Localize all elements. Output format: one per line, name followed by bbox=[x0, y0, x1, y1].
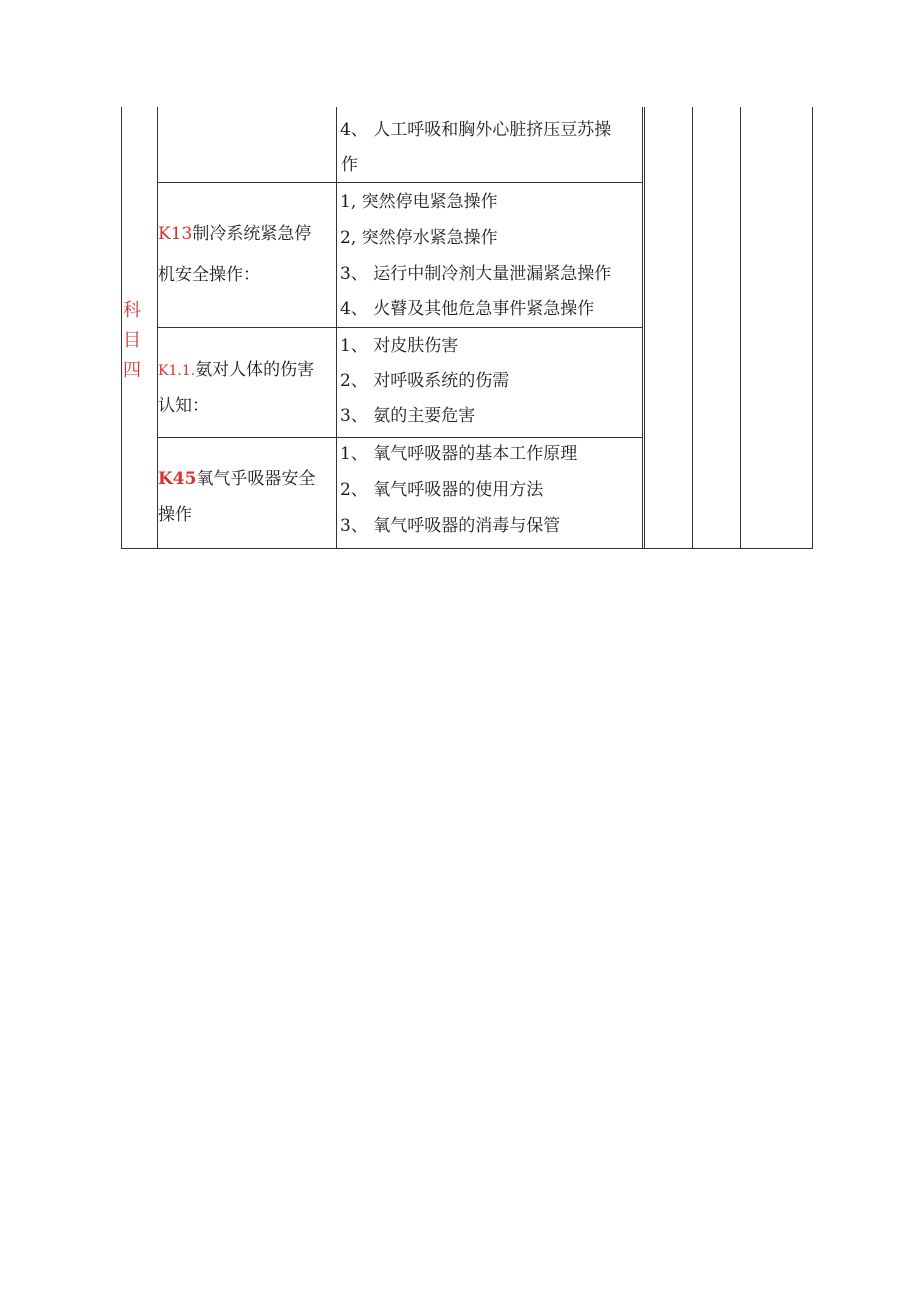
subject-label bbox=[122, 296, 142, 386]
item-text: 4、 人工呼吸和胸外心脏挤压豆苏操 bbox=[340, 120, 612, 140]
module-title-line: 氧气乎吸器安全 bbox=[196, 469, 316, 489]
item-text: 1、 对皮肤伤害 bbox=[340, 336, 459, 356]
module-title-line: 认知： bbox=[158, 396, 209, 416]
item-text: 1、 氧气呼吸器的基本工作原理 bbox=[340, 444, 578, 464]
module-title-line: 操作 bbox=[158, 505, 192, 525]
item-text: 4、 火瞽及其他危急事件紧急操作 bbox=[340, 299, 595, 319]
module-code: K45 bbox=[158, 469, 197, 489]
subject-char: 科 bbox=[123, 300, 141, 321]
module-title bbox=[158, 361, 314, 380]
module-title bbox=[158, 470, 315, 488]
item-text: 3、 氧气呼吸器的消毒与保管 bbox=[340, 516, 561, 536]
item-text: 1, 突然停电紧急操作 bbox=[340, 192, 498, 212]
module-title-line: 氨对人体的伤害 bbox=[195, 360, 315, 380]
column-divider bbox=[336, 107, 337, 549]
module-title-line: 制冷系统紧急停 bbox=[192, 224, 312, 244]
item-text: 3、 运行中制冷剂大量泄漏紧急操作 bbox=[340, 264, 612, 284]
item-text: 2、 氧气呼吸器的使用方法 bbox=[340, 480, 544, 500]
table-border-right bbox=[812, 107, 813, 549]
row-divider bbox=[157, 327, 643, 328]
module-title-line: 机安全操作： bbox=[158, 265, 260, 285]
column-divider bbox=[692, 107, 693, 549]
column-divider bbox=[644, 107, 645, 549]
item-text: 2、 对呼吸系统的伤需 bbox=[340, 371, 510, 391]
row-divider bbox=[157, 182, 643, 183]
column-divider bbox=[642, 107, 643, 549]
module-code: K13 bbox=[158, 224, 193, 244]
row-divider bbox=[157, 437, 643, 438]
subject-char: 目 bbox=[123, 330, 141, 351]
item-text: 作 bbox=[341, 155, 358, 175]
module-title bbox=[158, 225, 311, 243]
table-border-bottom bbox=[121, 548, 813, 549]
item-text: 3、 氨的主要危害 bbox=[340, 406, 476, 426]
subject-char: 四 bbox=[123, 360, 141, 381]
module-code: K1.1. bbox=[158, 363, 196, 379]
item-text: 2, 突然停水紧急操作 bbox=[340, 228, 498, 248]
column-divider bbox=[740, 107, 741, 549]
